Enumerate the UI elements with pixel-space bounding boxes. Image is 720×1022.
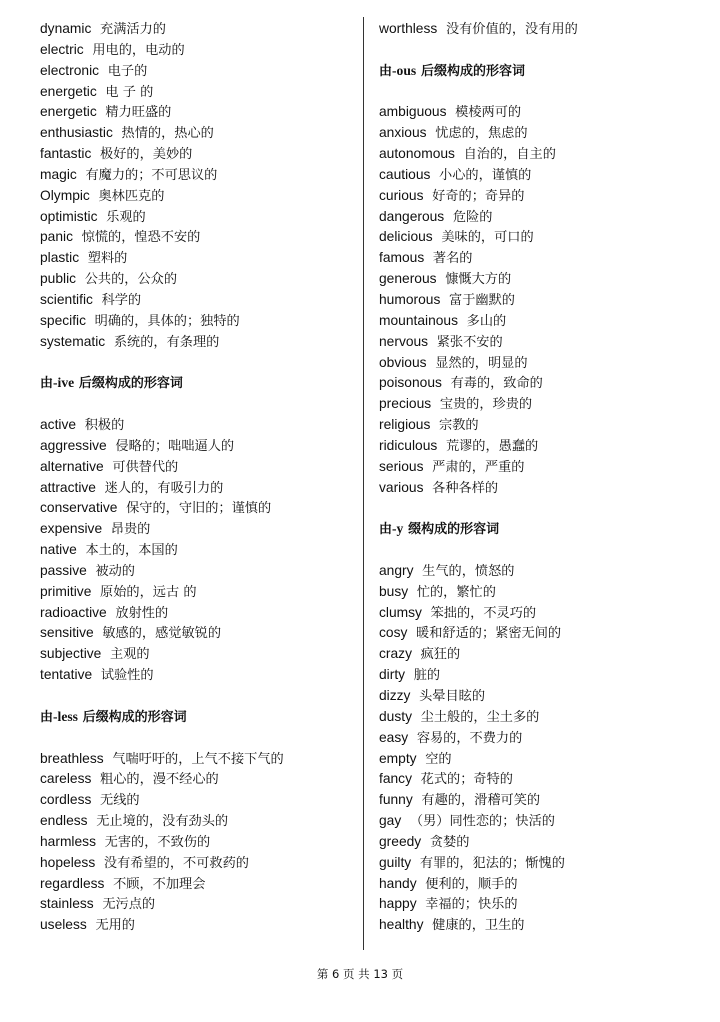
- chinese-meaning: 无止境的，没有劲头的: [96, 814, 229, 830]
- vocab-entry: [379, 332, 709, 353]
- chinese-meaning: 宗教的: [439, 418, 479, 434]
- english-word: cordless: [40, 792, 92, 808]
- english-word: anxious: [379, 125, 427, 141]
- vocab-entry: [40, 415, 358, 436]
- chinese-meaning: 粗心的，漫不经心的: [100, 772, 219, 788]
- english-word: handy: [379, 875, 417, 891]
- english-word: electric: [40, 41, 84, 57]
- english-word: primitive: [40, 583, 92, 599]
- chinese-meaning: 热情的，热心的: [121, 126, 214, 142]
- chinese-meaning: 著名的: [432, 251, 473, 267]
- vocab-entry: [40, 790, 358, 811]
- english-word: enthusiastic: [40, 125, 113, 141]
- english-word: clumsy: [379, 604, 422, 620]
- english-word: ridiculous: [379, 437, 438, 453]
- english-word: busy: [379, 583, 409, 599]
- vocab-entry: [379, 603, 709, 624]
- chinese-meaning: 有毒的，致命的: [450, 376, 543, 392]
- vocab-entry: [379, 894, 709, 915]
- chinese-meaning: 保守的，守旧的；谨慎的: [126, 501, 272, 517]
- english-word: mountainous: [379, 312, 459, 328]
- chinese-meaning: 无线的: [100, 793, 140, 809]
- english-word: angry: [379, 562, 414, 578]
- chinese-meaning: 尘土般的，尘土多的: [420, 709, 540, 725]
- english-word: magic: [40, 166, 77, 182]
- vocab-entry: [379, 248, 709, 269]
- right-column: [379, 19, 709, 936]
- english-word: conservative: [40, 500, 118, 516]
- blank-line: [379, 82, 709, 103]
- english-word: sensitive: [40, 625, 94, 641]
- vocab-entry: [379, 790, 709, 811]
- english-word: various: [379, 479, 424, 495]
- chinese-meaning: 没有希望的，不可救药的: [103, 855, 249, 871]
- vocab-entry: [379, 19, 709, 40]
- chinese-meaning: 便利的，顺手的: [425, 876, 518, 892]
- vocab-entry: [40, 311, 358, 332]
- blank-line: [379, 498, 709, 519]
- vocab-entry: [40, 498, 358, 519]
- chinese-meaning: 各种各样的: [432, 480, 499, 496]
- english-word: public: [40, 271, 77, 287]
- english-word: dirty: [379, 667, 406, 683]
- vocab-entry: [40, 769, 358, 790]
- section-heading: [40, 707, 358, 728]
- english-word: aggressive: [40, 437, 107, 453]
- chinese-meaning: 敏感的，感觉敏锐的: [102, 626, 222, 642]
- vocab-entry: [40, 478, 358, 499]
- vocab-entry: [40, 290, 358, 311]
- chinese-meaning: 可供替代的: [112, 459, 179, 475]
- chinese-meaning: 危险的: [452, 209, 493, 225]
- chinese-meaning: 电 子 的: [105, 84, 154, 100]
- vocab-entry: [379, 561, 709, 582]
- english-word: systematic: [40, 333, 106, 349]
- vocab-entry: [379, 311, 709, 332]
- vocab-entry: [40, 915, 358, 936]
- english-word: tentative: [40, 667, 93, 683]
- english-word: curious: [379, 187, 424, 203]
- page-footer: 第 6 页 共 13 页: [316, 967, 404, 981]
- chinese-meaning: 积极的: [84, 418, 125, 434]
- vocab-entry: [40, 540, 358, 561]
- vocab-entry: [40, 853, 358, 874]
- vocab-entry: [379, 415, 709, 436]
- english-word: greedy: [379, 833, 422, 849]
- chinese-meaning: 系统的，有条理的: [113, 334, 220, 350]
- english-word: generous: [379, 271, 437, 287]
- english-word: native: [40, 542, 77, 558]
- heading-suffix: -y: [392, 521, 404, 537]
- vocab-entry: [379, 186, 709, 207]
- vocab-entry: [40, 644, 358, 665]
- vocab-entry: [379, 436, 709, 457]
- chinese-meaning: 奥林匹克的: [98, 188, 165, 204]
- vocab-entry: [40, 123, 358, 144]
- english-word: careless: [40, 771, 92, 787]
- heading-prefix: 由: [379, 522, 393, 538]
- chinese-meaning: 荒谬的，愚蠢的: [445, 438, 539, 454]
- english-word: expensive: [40, 521, 103, 537]
- chinese-meaning: 健康的，卫生的: [432, 918, 525, 934]
- heading-prefix: 由: [40, 376, 54, 392]
- vocab-entry: [379, 457, 709, 478]
- english-word: scientific: [40, 291, 93, 307]
- heading-suffix: -less: [53, 708, 78, 724]
- chinese-meaning: 忧虑的，焦虑的: [435, 126, 528, 142]
- chinese-meaning: 放射性的: [115, 605, 169, 621]
- vocab-entry: [379, 394, 709, 415]
- english-word: dizzy: [379, 688, 411, 703]
- english-word: radioactive: [40, 604, 107, 620]
- chinese-meaning: 塑料的: [87, 251, 128, 267]
- english-word: easy: [379, 729, 409, 745]
- english-word: dusty: [379, 708, 412, 724]
- heading-text: 后缀构成的形容词: [82, 709, 187, 725]
- english-word: alternative: [40, 458, 104, 474]
- english-word: happy: [379, 896, 417, 912]
- vocab-entry: [40, 623, 358, 644]
- chinese-meaning: 自治的，自主的: [463, 147, 556, 163]
- blank-line: [379, 540, 709, 561]
- english-word: breathless: [40, 750, 104, 766]
- vocab-entry: [40, 207, 358, 228]
- chinese-meaning: 富于幽默的: [449, 292, 515, 308]
- vocab-entry: [40, 665, 358, 686]
- vocab-entry: [379, 749, 709, 770]
- english-word: attractive: [40, 479, 96, 495]
- column-divider: [363, 17, 364, 950]
- english-word: endless: [40, 813, 88, 829]
- chinese-meaning: 精力旺盛的: [105, 105, 172, 121]
- vocab-entry: [379, 353, 709, 374]
- chinese-meaning: 用电的，电动的: [92, 42, 185, 58]
- vocab-entry: [379, 123, 709, 144]
- vocab-entry: [379, 644, 709, 665]
- english-word: hopeless: [40, 854, 96, 870]
- chinese-meaning: 原始的，远古 的: [100, 584, 197, 600]
- english-word: dangerous: [379, 208, 445, 224]
- section-heading: [40, 373, 358, 394]
- vocab-entry: [379, 915, 709, 936]
- chinese-meaning: 小心的，谨慎的: [439, 167, 532, 183]
- english-word: electronic: [40, 62, 100, 78]
- vocab-entry: [40, 811, 358, 832]
- chinese-meaning: 幸福的；快乐的: [425, 897, 518, 913]
- chinese-meaning: 头晕目眩的: [419, 689, 486, 704]
- chinese-meaning: 试验性的: [100, 668, 154, 684]
- chinese-meaning: 多山的: [466, 313, 507, 329]
- heading-prefix: 由: [379, 63, 393, 79]
- chinese-meaning: 宝贵的，珍贵的: [439, 397, 533, 413]
- heading-suffix: -ous: [392, 62, 417, 78]
- english-word: harmless: [40, 833, 96, 849]
- english-word: panic: [40, 229, 73, 245]
- chinese-meaning: 笨拙的，不灵巧的: [430, 605, 537, 621]
- vocab-entry: [40, 436, 358, 457]
- blank-line: [379, 40, 709, 61]
- chinese-meaning: 充满活力的: [100, 22, 166, 37]
- english-word: healthy: [379, 917, 424, 933]
- chinese-meaning: 被动的: [95, 563, 135, 579]
- vocab-entry: [40, 248, 358, 269]
- english-word: delicious: [379, 229, 433, 245]
- chinese-meaning: 疯狂的: [420, 647, 461, 663]
- chinese-meaning: （男）同性恋的；快活的: [409, 814, 555, 830]
- vocab-entry: [379, 769, 709, 790]
- vocab-entry: [40, 894, 358, 915]
- chinese-meaning: 紧张不安的: [436, 334, 503, 350]
- heading-suffix: -ive: [53, 375, 75, 391]
- chinese-meaning: 有魔力的；不可思议的: [85, 167, 218, 183]
- english-word: crazy: [379, 646, 412, 662]
- english-word: energetic: [40, 83, 97, 99]
- vocab-entry: [40, 582, 358, 603]
- left-column: [40, 19, 358, 936]
- vocab-entry: [379, 165, 709, 186]
- vocab-entry: [40, 144, 358, 165]
- vocab-entry: [40, 186, 358, 207]
- chinese-meaning: 显然的，明显的: [435, 355, 528, 371]
- chinese-meaning: 生气的，愤怒的: [422, 563, 515, 579]
- chinese-meaning: 迷人的，有吸引力的: [104, 480, 224, 496]
- vocab-entry: [379, 207, 709, 228]
- chinese-meaning: 美味的，可口的: [441, 230, 534, 246]
- english-word: fancy: [379, 771, 412, 787]
- heading-text: 缀构成的形容词: [408, 522, 500, 538]
- chinese-meaning: 科学的: [101, 292, 142, 308]
- chinese-meaning: 公共的，公众的: [84, 272, 178, 288]
- english-word: empty: [379, 750, 417, 766]
- english-word: precious: [379, 396, 432, 412]
- vocab-entry: [40, 82, 358, 103]
- english-word: serious: [379, 458, 424, 474]
- english-word: plastic: [40, 250, 80, 266]
- english-word: regardless: [40, 875, 105, 891]
- vocab-entry: [40, 874, 358, 895]
- chinese-meaning: 模棱两可的: [455, 105, 522, 121]
- english-word: funny: [379, 792, 413, 808]
- english-word: optimistic: [40, 208, 98, 224]
- english-word: stainless: [40, 896, 94, 912]
- english-word: energetic: [40, 104, 97, 120]
- english-word: humorous: [379, 291, 441, 307]
- vocab-entry: [40, 603, 358, 624]
- english-word: cosy: [379, 625, 408, 641]
- vocab-entry: [379, 853, 709, 874]
- english-word: worthless: [379, 21, 438, 36]
- english-word: cautious: [379, 166, 431, 182]
- heading-text: 后缀构成的形容词: [420, 63, 525, 79]
- chinese-meaning: 花式的；奇特的: [420, 772, 513, 788]
- chinese-meaning: 无害的，不致伤的: [104, 834, 211, 850]
- vocab-entry: [40, 519, 358, 540]
- chinese-meaning: 气喘吁吁的，上气不接下气的: [112, 751, 284, 767]
- vocab-entry: [379, 665, 709, 686]
- english-word: ambiguous: [379, 104, 447, 120]
- vocab-entry: [379, 874, 709, 895]
- vocab-entry: [40, 61, 358, 82]
- section-heading: [379, 519, 709, 540]
- chinese-meaning: 有趣的，滑稽可笑的: [421, 793, 541, 809]
- english-word: autonomous: [379, 146, 455, 162]
- english-word: fantastic: [40, 146, 92, 162]
- english-word: obvious: [379, 354, 427, 370]
- chinese-meaning: 好奇的；奇异的: [432, 188, 525, 204]
- english-word: dynamic: [40, 21, 92, 36]
- blank-line: [40, 728, 358, 749]
- vocab-entry: [40, 561, 358, 582]
- english-word: guilty: [379, 854, 412, 870]
- english-word: Olympic: [40, 187, 90, 203]
- chinese-meaning: 乐观的: [106, 209, 146, 225]
- vocab-entry: [379, 290, 709, 311]
- vocab-entry: [379, 623, 709, 644]
- vocab-entry: [379, 102, 709, 123]
- chinese-meaning: 慷慨大方的: [445, 272, 512, 288]
- chinese-meaning: 电子的: [107, 63, 148, 79]
- chinese-meaning: 无污点的: [102, 897, 156, 913]
- heading-text: 后缀构成的形容词: [78, 376, 183, 392]
- english-word: religious: [379, 417, 431, 433]
- vocab-entry: [379, 686, 709, 707]
- vocab-entry: [40, 19, 358, 40]
- chinese-meaning: 侵略的；咄咄逼人的: [115, 438, 235, 454]
- chinese-meaning: 暖和舒适的；紧密无间的: [416, 626, 562, 642]
- blank-line: [40, 394, 358, 415]
- vocab-entry: [40, 102, 358, 123]
- vocab-entry: [40, 269, 358, 290]
- chinese-meaning: 无用的: [95, 918, 135, 934]
- english-word: poisonous: [379, 375, 442, 391]
- blank-line: [40, 353, 358, 374]
- blank-line: [40, 686, 358, 707]
- english-word: useless: [40, 917, 87, 933]
- vocab-entry: [40, 457, 358, 478]
- chinese-meaning: 不顾，不加理会: [113, 876, 206, 892]
- chinese-meaning: 没有价值的，没有用的: [445, 22, 578, 37]
- vocab-entry: [40, 749, 358, 770]
- chinese-meaning: 昂贵的: [110, 522, 151, 538]
- vocab-entry: [379, 728, 709, 749]
- english-word: active: [40, 417, 77, 433]
- chinese-meaning: 容易的，不费力的: [416, 730, 523, 746]
- chinese-meaning: 严肃的，严重的: [432, 459, 525, 475]
- vocab-entry: [40, 40, 358, 61]
- vocab-entry: [40, 332, 358, 353]
- vocab-entry: [379, 269, 709, 290]
- chinese-meaning: 脏的: [413, 668, 441, 684]
- vocab-entry: [40, 832, 358, 853]
- vocab-entry: [379, 832, 709, 853]
- chinese-meaning: 忙的，繁忙的: [416, 584, 496, 600]
- vocab-entry: [40, 227, 358, 248]
- chinese-meaning: 惊慌的，惶恐不安的: [81, 230, 201, 246]
- vocab-entry: [379, 707, 709, 728]
- english-word: gay: [379, 813, 402, 829]
- chinese-meaning: 贪婪的: [429, 834, 470, 850]
- chinese-meaning: 有罪的，犯法的；惭愧的: [419, 855, 565, 871]
- english-word: passive: [40, 562, 87, 578]
- chinese-meaning: 明确的，具体的；独特的: [94, 313, 240, 329]
- chinese-meaning: 空的: [425, 751, 452, 767]
- english-word: nervous: [379, 333, 429, 349]
- chinese-meaning: 主观的: [110, 647, 150, 663]
- english-word: specific: [40, 312, 87, 328]
- vocab-entry: [379, 227, 709, 248]
- vocab-entry: [379, 144, 709, 165]
- vocab-entry: [379, 373, 709, 394]
- heading-prefix: 由: [40, 709, 54, 725]
- section-heading: [379, 61, 709, 82]
- vocab-entry: [40, 165, 358, 186]
- vocab-entry: [379, 811, 709, 832]
- vocab-entry: [379, 582, 709, 603]
- english-word: famous: [379, 250, 425, 266]
- chinese-meaning: 本土的，本国的: [85, 543, 178, 559]
- vocab-entry: [379, 478, 709, 499]
- english-word: subjective: [40, 646, 102, 662]
- chinese-meaning: 极好的，美妙的: [100, 147, 193, 163]
